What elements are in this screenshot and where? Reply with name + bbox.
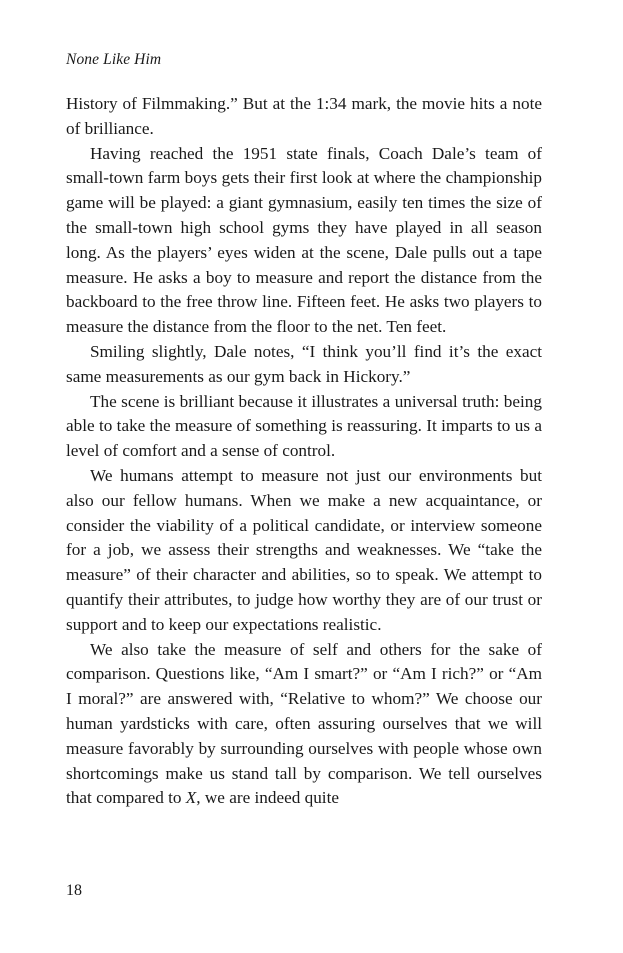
italic-variable: X — [185, 788, 197, 808]
paragraph: Smiling slightly, Dale notes, “I think you’ll find it’s the exact same measurements as our gym back in Hickory.” — [66, 341, 542, 386]
paragraph: We humans attempt to measure not just our environments but also our fellow humans. When we make a new acquaintance, or consider the viability of a political candidate, or interview someone for a job, we assess their strengths and weaknesses. We “take the measure” of their character and abilities, so to speak. We attempt to quantify their attributes, to judge how worthy they are of our trust or support and to keep our expectations realistic. — [66, 465, 542, 634]
paragraph: History of Filmmaking.” But at the 1:34 mark, the movie hits a note of brilliance. — [66, 94, 542, 138]
paragraph-text: We also take the measure of self and others for the sake of comparison. Questions like, “Am I smart?” or “Am I rich?” or “Am I moral?” are answered with, “Relative to whom?” We choose our human yardsticks with care, often assuring ourselves that we will measure favorably by surrounding ourselves with people whose own shortcomings make us stand tall by comparison. We tell ourselves that compared to — [66, 639, 542, 808]
page-number: 18 — [66, 882, 82, 899]
paragraph: Having reached the 1951 state finals, Coach Dale’s team of small-town farm boys gets their first look at where the championship game will be played: a giant gymnasium, easily ten times the size of the small-town high school gyms they have played in all season long. As the players’ eyes widen at the scene, Dale pulls out a tape measure. He asks a boy to measure and report the distance from the backboard to the free throw line. Fifteen feet. He asks two players to measure the distance from the floor to the net. Ten feet. — [66, 143, 542, 337]
body-text — [66, 92, 542, 811]
paragraph-text: , we are indeed quite — [196, 788, 339, 808]
running-head: None Like Him — [66, 51, 162, 68]
paragraph — [66, 638, 542, 812]
paragraph: The scene is brilliant because it illustrates a universal truth: being able to take the measure of something is reassuring. It imparts to us a level of comfort and a sense of control. — [66, 391, 542, 461]
